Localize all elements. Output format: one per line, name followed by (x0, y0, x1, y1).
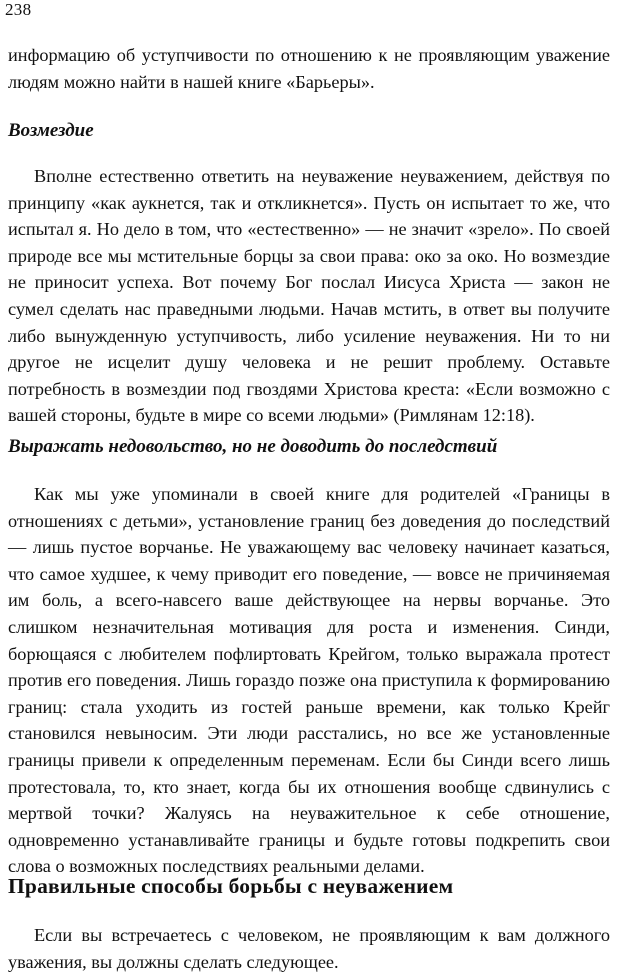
section-heading: Правильные способы борьбы с неуважением (8, 874, 454, 898)
page-number: 238 (5, 0, 32, 19)
section-heading: Выражать недовольство, но не доводить до последствий (8, 436, 498, 457)
section-heading: Возмездие (8, 120, 94, 141)
section-paragraph: Если вы встречаетесь с человеком, не проявляющим к вам должного уважения, вы должны сделать следующее. (8, 925, 610, 972)
section-retribution-body (8, 163, 610, 429)
section-paragraph: Вполне естественно ответить на неуважение неуважением, действуя по принципу «как аукнется, так и откликнется». Пусть он испытает то же, что испытал я. Но дело в том, что «естественно» — не значит «зрело». По своей природе все мы мстительные борцы за свои права: око за око. Но возмездие не приносит успеха. Вот почему Бог послал Иисуса Христа — закон не сумел сделать нас праведными людьми. Начав мстить, в ответ вы получите либо вынужденную уступчивость, либо усиление неуважения. Ни то ни другое не исцелит душу человека и не решит проблему. Оставьте потребность в возмездии под гвоздями Христова креста: «Если возможно с вашей стороны, будьте в мире со всеми людьми» (Римлянам 12:18). (8, 166, 610, 426)
section-complain-body (8, 481, 610, 880)
intro-paragraph: информацию об уступчивости по отношению к не проявляющим уважение людям можно найти в нашей книге «Барьеры». (8, 45, 610, 92)
section-right-ways (8, 872, 610, 900)
section-paragraph: Как мы уже упоминали в своей книге для родителей «Границы в отношениях с детьми», установление границ без доведения до последствий — лишь пустое ворчанье. Не уважающему вас человеку начинает казаться, что самое худшее, к чему приводит его поведение, — вовсе не причиняемая им боль, а всего-навсего ваше действующее на нервы ворчанье. Это слишком незначительная мотивация для роста и изменения. Синди, борющаяся с любителем пофлиртовать Крейгом, только выражала протест против его поведения. Лишь гораздо позже она приступила к формированию границ: стала уходить из гостей раньше времени, как только Крейг становился невыносим. Эти люди расстались, но все же установленные границы привели к определенным переменам. Если бы Синди всего лишь протестовала, то, кто знает, когда бы их отношения вообще сдвинулись с мертвой точки? Жалуясь на неуважительное к себе отношение, одновременно устанавливайте границы и будьте готовы подкрепить свои слова о возможных последствиях реальными делами. (8, 484, 610, 877)
section-retribution (8, 118, 610, 144)
section-complain (8, 434, 610, 460)
intro-block (8, 42, 610, 95)
section-right-ways-body (8, 922, 610, 975)
